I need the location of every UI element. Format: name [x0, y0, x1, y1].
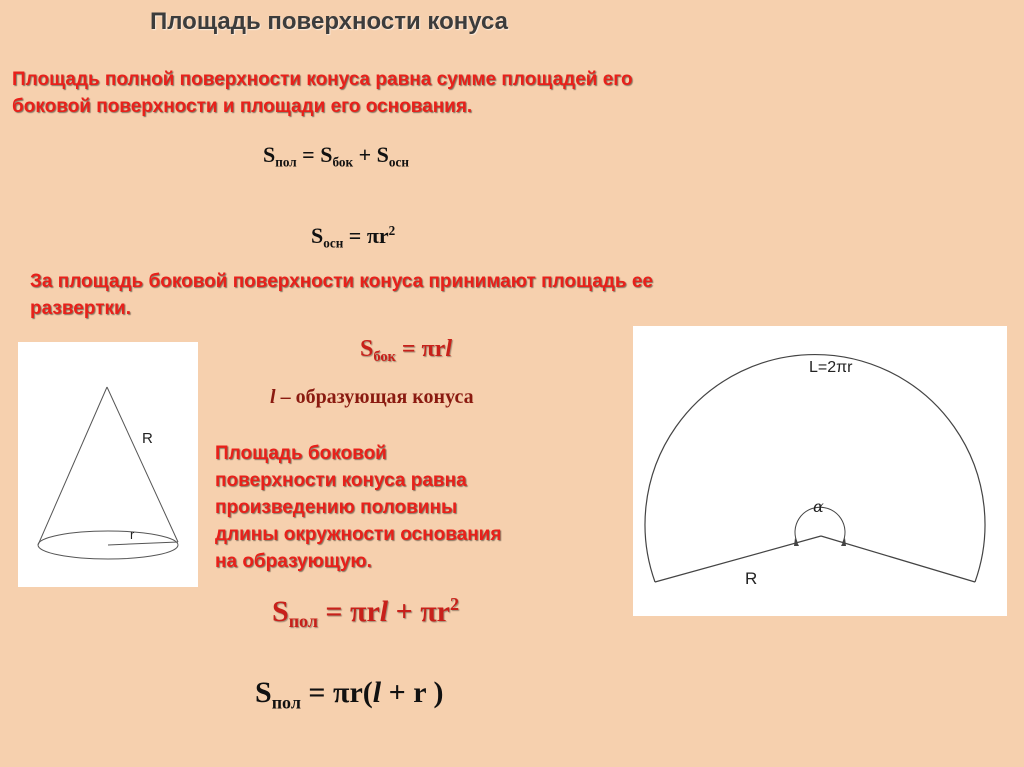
formula-symbol: S — [255, 676, 272, 709]
generatrix-symbol: l — [270, 386, 276, 408]
cone-radius-line — [108, 542, 178, 545]
formula-generatrix: l — [372, 676, 382, 709]
lateral-rule-line-4: длины окружности основания — [215, 524, 502, 545]
formula-base-area — [311, 223, 395, 252]
lateral-rule-line-5: на образующую. — [215, 551, 372, 572]
formula-total-area — [263, 142, 409, 171]
formula-subscript: осн — [388, 154, 409, 170]
cone-figure — [18, 342, 198, 587]
lateral-definition-line-1: За площадь боковой поверхности конуса принимают площадь ее — [30, 271, 653, 292]
page-title: Площадь поверхности конуса — [150, 8, 508, 35]
formula-rhs: = πr — [395, 336, 446, 362]
formula-lateral-area — [360, 336, 452, 366]
formula-symbol: S — [320, 142, 333, 167]
formula-superscript: 2 — [449, 594, 459, 614]
lateral-rule-text — [215, 440, 501, 575]
formula-symbol: S — [272, 594, 289, 628]
sector-arc — [645, 355, 985, 582]
sector-figure — [633, 326, 1007, 616]
formula-symbol: S — [263, 142, 276, 167]
lateral-definition-text — [30, 268, 653, 322]
lateral-rule-line-2: поверхности конуса равна — [215, 470, 467, 491]
lateral-rule-line-1: Площадь боковой — [215, 443, 387, 464]
intro-text — [12, 66, 633, 120]
formula-symbol: S — [311, 223, 324, 248]
formula-subscript: осн — [323, 235, 344, 251]
formula-rhs: = πr — [343, 223, 389, 248]
formula-rhs: = πr( — [300, 676, 373, 709]
formula-rhs: + r ) — [381, 676, 444, 709]
cone-label-R: R — [142, 430, 153, 447]
formula-symbol: S — [376, 142, 389, 167]
formula-operator: + — [353, 142, 377, 167]
formula-rhs: + πr — [388, 594, 450, 628]
generatrix-text: – образующая конуса — [275, 386, 474, 408]
intro-line-1: Площадь полной поверхности конуса равна сумме площадей его — [12, 69, 633, 90]
formula-full-area-1 — [272, 594, 459, 632]
formula-subscript: бок — [373, 349, 396, 366]
sector-label-alpha: α — [813, 497, 824, 516]
formula-rhs: = πr — [317, 594, 380, 628]
formula-generatrix: l — [445, 336, 453, 362]
formula-operator: = — [296, 142, 321, 167]
generatrix-note — [270, 386, 474, 409]
intro-line-2: боковой поверхности и площади его основания. — [12, 96, 473, 117]
formula-symbol: S — [360, 336, 374, 362]
formula-subscript: пол — [271, 692, 301, 713]
formula-subscript: пол — [288, 611, 318, 632]
sector-label-L: L=2πr — [809, 359, 853, 376]
sector-label-R: R — [745, 569, 758, 588]
cone-left-edge — [38, 387, 107, 545]
cone-figure-panel — [18, 342, 198, 587]
formula-subscript: пол — [275, 154, 297, 170]
lateral-rule-line-3: произведению половины — [215, 497, 458, 518]
lateral-definition-line-2: развертки. — [30, 298, 131, 319]
cone-label-r: r — [130, 527, 135, 542]
formula-superscript: 2 — [388, 223, 396, 239]
sector-figure-panel — [633, 326, 1007, 616]
formula-full-area-2 — [255, 676, 443, 713]
formula-generatrix: l — [379, 594, 389, 628]
cone-right-edge — [107, 387, 178, 542]
formula-subscript: бок — [332, 154, 354, 170]
